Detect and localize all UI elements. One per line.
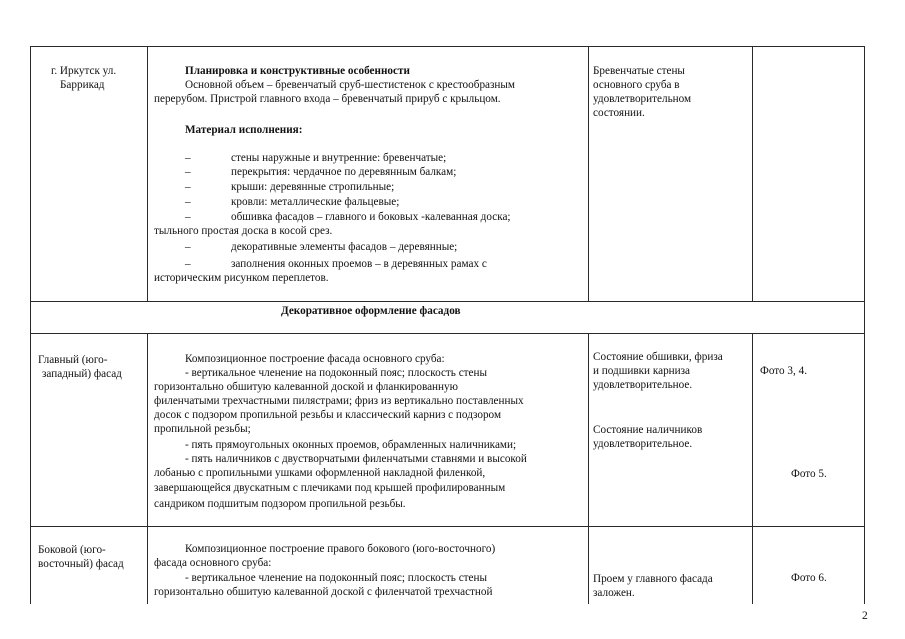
list-bullet: – xyxy=(185,181,191,193)
list-item-continuation: историческим рисунком переплетов. xyxy=(154,272,329,284)
paragraph-line: сандриком подшитым подзором пропильной резьбы. xyxy=(154,498,406,510)
list-bullet: – xyxy=(185,152,191,164)
column-divider xyxy=(752,46,753,302)
column-divider xyxy=(147,46,148,302)
facade-label: Главный (юго- xyxy=(38,354,108,366)
condition-line: основного сруба в xyxy=(593,79,680,91)
list-bullet: – xyxy=(185,196,191,208)
list-bullet: – xyxy=(185,211,191,223)
facade-label: западный) фасад xyxy=(42,368,122,380)
paragraph-line: пропильной резьбы; xyxy=(154,423,251,435)
condition-line: состоянии. xyxy=(593,107,645,119)
table-border-right xyxy=(864,46,865,604)
paragraph-line: горизонтально обшитую калеванной доской и фланкированную xyxy=(154,381,458,393)
paragraph-line: горизонтально обшитую калеванной доской с филенчатой трехчастной xyxy=(154,586,493,598)
address-line: Баррикад xyxy=(60,79,105,91)
condition-line: удовлетворительное. xyxy=(593,379,693,391)
facade-label: Боковой (юго- xyxy=(38,544,106,556)
photo-reference: Фото 6. xyxy=(791,572,827,584)
paragraph-line: перерубом. Пристрой главного входа – бревенчатый прируб с крыльцом. xyxy=(154,93,501,105)
photo-reference: Фото 5. xyxy=(791,468,827,480)
row-divider xyxy=(30,333,865,334)
facade-label: восточный) фасад xyxy=(38,558,124,570)
paragraph-line: завершающейся двускатным с плечиками под крышей профилированным xyxy=(154,482,506,494)
list-bullet: – xyxy=(185,258,191,270)
list-item: декоративные элементы фасадов – деревянные; xyxy=(231,241,458,253)
inventory-table xyxy=(30,46,865,604)
list-item-continuation: тыльного простая доска в косой срез. xyxy=(154,225,333,237)
paragraph-line: - пять наличников с двустворчатыми филенчатыми ставнями и высокой xyxy=(185,453,527,465)
column-divider xyxy=(147,333,148,604)
paragraph-line: Композиционное построение правого бокового (юго-восточного) xyxy=(185,543,496,555)
paragraph-line: фасада основного сруба: xyxy=(154,557,272,569)
section-heading-layout: Планировка и конструктивные особенности xyxy=(185,65,410,77)
list-item: заполнения оконных проемов – в деревянных рамах с xyxy=(231,258,487,270)
paragraph-line: досок с подзором пропильной резьбы и классический карниз с подзором xyxy=(154,409,502,421)
table-border-top xyxy=(30,46,865,47)
list-item: обшивка фасадов – главного и боковых -калеванная доска; xyxy=(231,211,511,223)
column-divider xyxy=(752,333,753,604)
list-item: кровли: металлические фальцевые; xyxy=(231,196,400,208)
list-item: крыши: деревянные стропильные; xyxy=(231,181,395,193)
paragraph-line: лобанью с пропильными ушками оформленной накладной филенкой, xyxy=(154,467,486,479)
condition-line: Проем у главного фасада xyxy=(593,573,713,585)
condition-line: Бревенчатые стены xyxy=(593,65,685,77)
column-divider xyxy=(588,333,589,604)
paragraph-line: филенчатыми трехчастными пилястрами; фриз из вертикально поставленных xyxy=(154,395,524,407)
list-item: стены наружные и внутренние: бревенчатые; xyxy=(231,152,447,164)
photo-reference: Фото 3, 4. xyxy=(760,365,807,377)
paragraph-line: Основной объем – бревенчатый сруб-шестистенок с крестообразным xyxy=(185,79,516,91)
list-bullet: – xyxy=(185,241,191,253)
list-item: перекрытия: чердачное по деревянным балкам; xyxy=(231,166,457,178)
condition-line: Состояние обшивки, фриза xyxy=(593,351,723,363)
table-border-left xyxy=(30,46,31,604)
list-bullet: – xyxy=(185,166,191,178)
condition-line: Состояние наличников xyxy=(593,424,703,436)
paragraph-line: Композиционное построение фасада основного сруба: xyxy=(185,353,445,365)
column-divider xyxy=(588,46,589,302)
row-divider xyxy=(30,526,865,527)
paragraph-line: - вертикальное членение на подоконный пояс; плоскость стены xyxy=(185,367,488,379)
condition-line: заложен. xyxy=(593,587,635,599)
condition-line: удовлетворительное. xyxy=(593,438,693,450)
materials-heading: Материал исполнения: xyxy=(185,124,303,136)
condition-line: и подшивки карниза xyxy=(593,365,691,377)
paragraph-line: - пять прямоугольных оконных проемов, обрамленных наличниками; xyxy=(185,439,517,451)
page-number: 2 xyxy=(862,610,868,622)
address-line: г. Иркутск ул. xyxy=(51,65,117,77)
section-title: Декоративное оформление фасадов xyxy=(281,305,461,317)
paragraph-line: - вертикальное членение на подоконный пояс; плоскость стены xyxy=(185,572,488,584)
row-divider xyxy=(30,301,865,302)
condition-line: удовлетворительном xyxy=(593,93,692,105)
